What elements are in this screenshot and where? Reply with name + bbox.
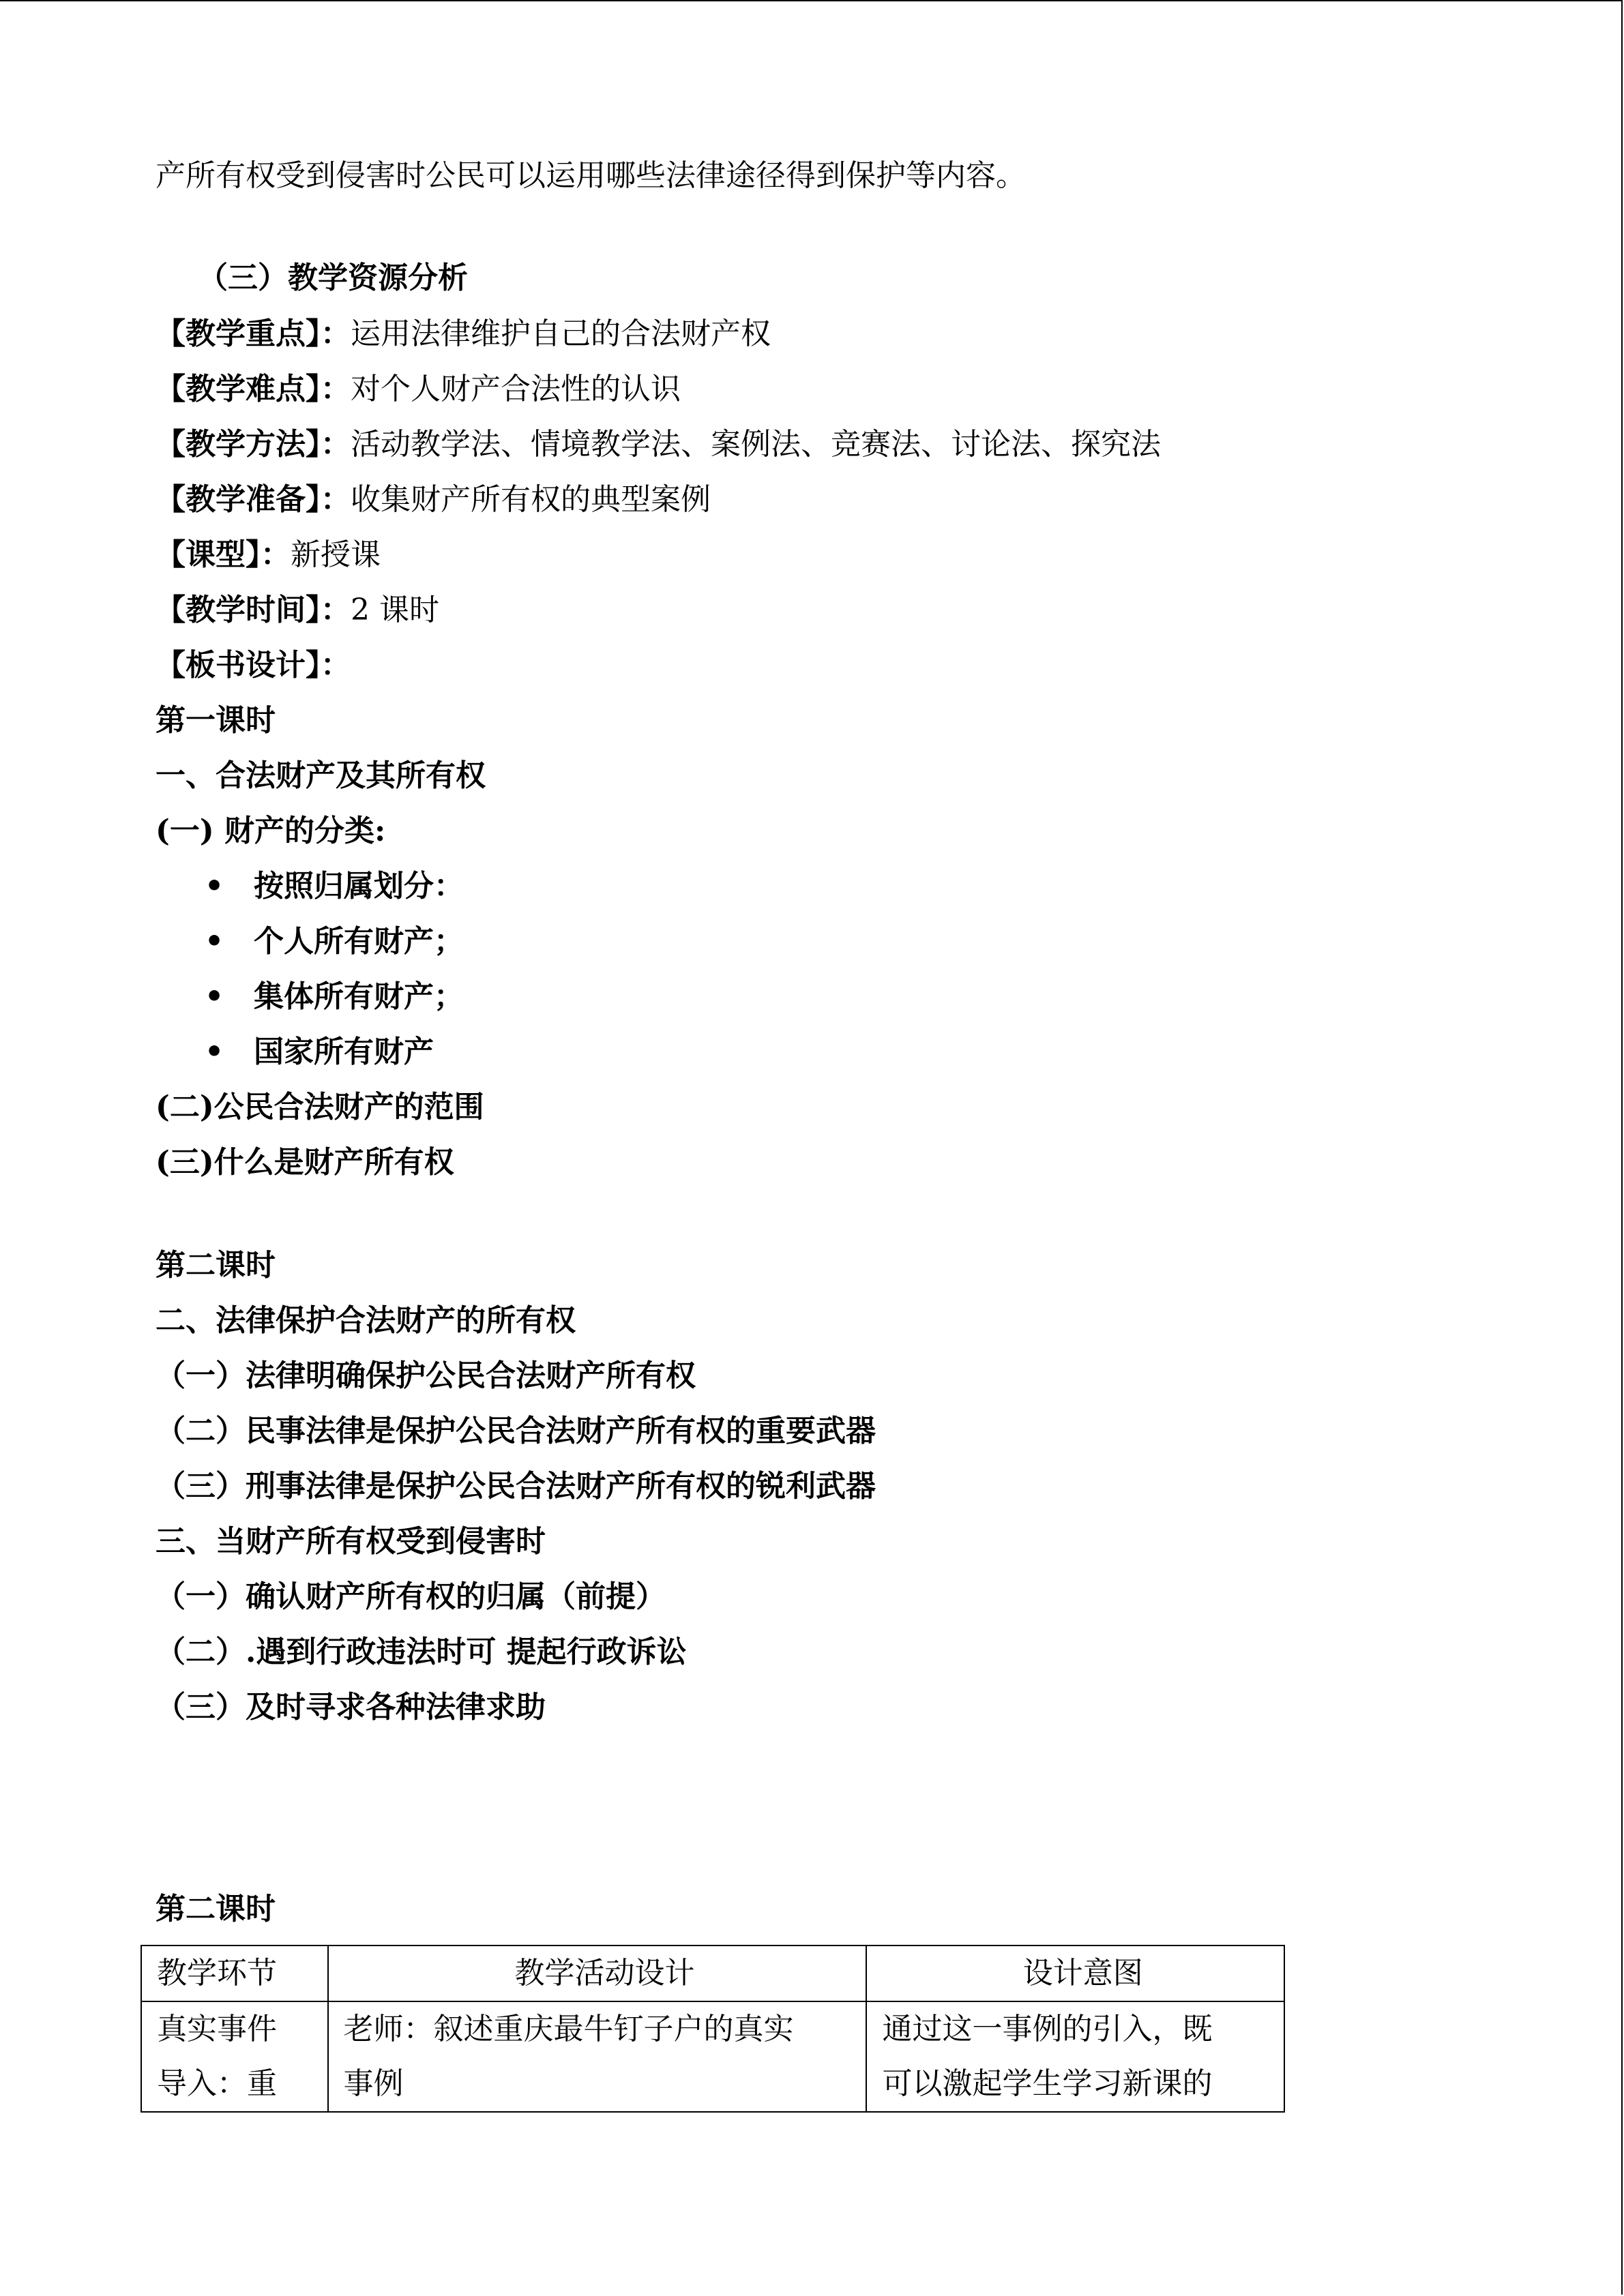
- lesson-plan-table: [141, 1945, 1285, 2113]
- bullet-text: 集体所有财产；: [254, 979, 464, 1014]
- cell-line: 真实事件: [157, 2012, 277, 2046]
- meta-sep: ：: [321, 593, 351, 627]
- meta-sep: ：: [321, 427, 351, 462]
- bullet-text: 国家所有财产: [254, 1034, 434, 1069]
- bullet-item: [205, 1032, 434, 1073]
- lesson2-title: 第二课时: [156, 1248, 276, 1283]
- board-part2-item: （三）刑事法律是保护公民合法财产所有权的锐利武器: [156, 1469, 876, 1504]
- bullet-text: 按照归属划分：: [254, 869, 464, 904]
- bullet-item: [205, 921, 464, 962]
- intro-text: 产所有权受到侵害时公民可以运用哪些法律途径得到保护等内容。: [156, 158, 1026, 193]
- board-part1: 一、合法财产及其所有权: [156, 758, 486, 793]
- meta-sep: ：: [261, 537, 291, 572]
- table-header-row: [141, 1945, 1284, 2001]
- meta-value: 活动教学法、情境教学法、案例法、竞赛法、讨论法、探究法: [351, 427, 1161, 462]
- bullet-item: [205, 976, 464, 1017]
- lesson1-title: 第一课时: [156, 703, 276, 738]
- bullet-text: 个人所有财产；: [254, 924, 464, 959]
- header-stage: 教学环节: [141, 1945, 328, 2001]
- meta-value: 对个人财产合法性的认识: [351, 372, 681, 406]
- meta-label: 【教学方法】: [156, 427, 321, 462]
- meta-value: 收集财产所有权的典型案例: [351, 482, 711, 517]
- board-part1-sub3: (三)什么是财产所有权: [156, 1145, 454, 1180]
- board-part2: 二、法律保护合法财产的所有权: [156, 1303, 576, 1338]
- meta-method: [156, 424, 1161, 465]
- meta-value: 2 课时: [351, 593, 439, 627]
- meta-board-design: [156, 645, 351, 686]
- bullet-icon: •: [205, 1034, 224, 1069]
- bullet-icon: •: [205, 979, 224, 1014]
- meta-label: 【教学重点】: [156, 316, 321, 351]
- meta-value: 运用法律维护自己的合法财产权: [351, 316, 771, 351]
- meta-value: 新授课: [291, 537, 381, 572]
- meta-label: 【课型】: [156, 537, 261, 572]
- meta-focus: [156, 314, 771, 355]
- header-activity: 教学活动设计: [328, 1945, 867, 2001]
- board-part2-item: （二）民事法律是保护公民合法财产所有权的重要武器: [156, 1414, 876, 1448]
- table-caption: 第二课时: [156, 1892, 276, 1926]
- header-intent: 设计意图: [866, 1945, 1284, 2001]
- cell-line: 老师：叙述重庆最牛钉子户的真实: [343, 2012, 794, 2046]
- meta-label: 【教学准备】: [156, 482, 321, 517]
- meta-label: 【教学时间】: [156, 593, 321, 627]
- cell-line: 事例: [343, 2066, 404, 2101]
- table-row: [141, 2001, 1284, 2112]
- meta-label: 【教学难点】: [156, 372, 321, 406]
- meta-lesson-type: [156, 535, 381, 576]
- cell-line: 通过这一事例的引入，既: [882, 2012, 1213, 2046]
- board-part3-item: （二）.遇到行政违法时可 提起行政诉讼: [156, 1635, 687, 1669]
- meta-sep: ：: [321, 648, 351, 683]
- board-part1-sub2: (二)公民合法财产的范围: [156, 1090, 484, 1124]
- meta-preparation: [156, 479, 711, 520]
- meta-difficulty: [156, 369, 681, 410]
- meta-sep: ：: [321, 482, 351, 517]
- cell-stage: [141, 2001, 328, 2112]
- meta-time: [156, 590, 439, 631]
- board-part1-sub1: (一) 财产的分类:: [156, 814, 386, 848]
- board-part3: 三、当财产所有权受到侵害时: [156, 1524, 546, 1559]
- board-part3-item: （三）及时寻求各种法律求助: [156, 1690, 546, 1725]
- bullet-icon: •: [205, 869, 224, 904]
- bullet-item: [205, 866, 464, 907]
- board-part2-item: （一）法律明确保护公民合法财产所有权: [156, 1358, 696, 1393]
- meta-label: 【板书设计】: [156, 648, 321, 683]
- section-title: （三）教学资源分析: [198, 260, 468, 295]
- cell-activity: [328, 2001, 867, 2112]
- bullet-icon: •: [205, 924, 224, 959]
- meta-sep: ：: [321, 316, 351, 351]
- cell-intent: [866, 2001, 1284, 2112]
- cell-line: 可以激起学生学习新课的: [882, 2066, 1213, 2101]
- board-part3-item: （一）确认财产所有权的归属（前提）: [156, 1579, 666, 1614]
- cell-line: 导入：重: [157, 2066, 277, 2101]
- meta-sep: ：: [321, 372, 351, 406]
